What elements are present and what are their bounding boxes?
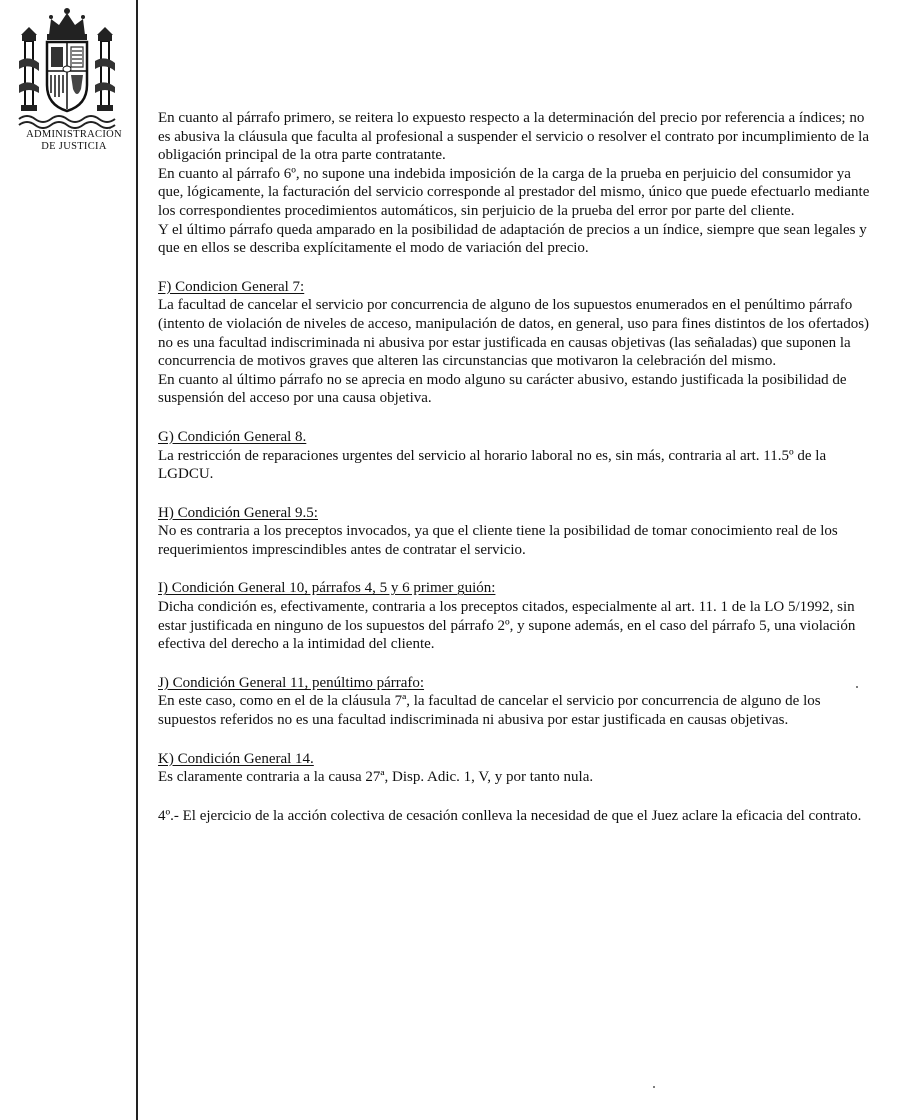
institution-line-2: DE JUSTICIA — [41, 141, 107, 152]
paragraph-intro: En cuanto al párrafo primero, se reitera lo expuesto respecto a la determinación del precio por referencia a índices; no es abusiva la cláusula que faculta al profesional a suspender el servicio o resolver el contrato por incumplimiento de la obligación principal de la otra parte contratante. — [158, 110, 869, 164]
coat-of-arms-icon — [15, 5, 119, 129]
section-j — [158, 674, 878, 730]
section-heading: K) Condición General 14. — [158, 750, 314, 767]
paragraph-last: Y el último párrafo queda amparado en la posibilidad de adaptación de precios a un índice, siempre que sean legales y que en ellos se describa explícitamente el modo de variación del precio. — [158, 221, 867, 257]
section-g — [158, 428, 878, 484]
section-paragraph: Dicha condición es, efectivamente, contraria a los preceptos citados, especialmente al art. 11. 1 de la LO 5/1992, sin estar justificada en ninguno de los supuestos del párrafo 2º, y supone además, en el caso del párrafo 5, una violación efectiva del derecho a la intimidad del cliente. — [158, 599, 856, 653]
section-heading: G) Condición General 8. — [158, 428, 307, 445]
section-i — [158, 579, 878, 653]
section-k — [158, 750, 878, 787]
institution-line-1: ADMINISTRACIÓN — [26, 129, 122, 140]
section-heading: H) Condición General 9.5: — [158, 504, 318, 521]
section-f — [158, 278, 878, 408]
section-paragraph: La restricción de reparaciones urgentes del servicio al horario laboral no es, sin más, contraria al art. 11.5º de la LGDCU. — [158, 447, 827, 483]
section-heading: I) Condición General 10, párrafos 4, 5 y 6 primer guión: — [158, 580, 496, 597]
section-paragraph: En este caso, como en el de la cláusula 7ª, la facultad de cancelar el servicio por concurrencia de alguno de los supuestos referidos no es una facultad indiscriminada ni abusiva por estar justificada en causas objetivas. — [158, 693, 821, 729]
scan-speck — [653, 1086, 655, 1088]
scan-speck — [856, 686, 858, 688]
section-h — [158, 504, 878, 560]
section-heading: F) Condicion General 7: — [158, 278, 305, 295]
document-body — [158, 109, 878, 825]
paragraph-sixth: En cuanto al párrafo 6º, no supone una indebida imposición de la carga de la prueba en perjuicio del consumidor ya que, lógicamente, la facturación del servicio corresponde al prestador del mismo, único que puede efectuarlo mediante los correspondientes procedimientos automáticos, sin perjuicio de la prueba del error por parte del cliente. — [158, 165, 870, 219]
section-paragraph: La facultad de cancelar el servicio por concurrencia de alguno de los supuestos enumerados en el penúltimo párrafo (intento de violación de niveles de acceso, manipulación de datos, en general, uso para fines distintos de los ofertados) no es una facultad indiscriminada ni abusiva por estar justificada en causas objetivas (las señaladas) que suponen la concurrencia de motivos graves que alteren las circunstancias que motivaron la celebración del mismo. — [158, 297, 870, 370]
section-paragraph: Es claramente contraria a la causa 27ª, Disp. Adic. 1, V, y por tanto nula. — [158, 769, 594, 786]
institution-label — [18, 129, 130, 153]
section-paragraph: En cuanto al último párrafo no se aprecia en modo alguno su carácter abusivo, estando justificada la posibilidad de suspensión del acceso por una causa objetiva. — [158, 371, 847, 407]
section-paragraph: No es contraria a los preceptos invocados, ya que el cliente tiene la posibilidad de tomar conocimiento real de los requerimientos imprescindibles antes de contratar el servicio. — [158, 523, 838, 558]
margin-rule — [136, 0, 138, 1120]
section-heading: J) Condición General 11, penúltimo párrafo: — [158, 674, 425, 691]
closing-paragraph: 4º.- El ejercicio de la acción colectiva de cesación conlleva la necesidad de que el Juez aclare la eficacia del contrato. — [158, 807, 862, 824]
